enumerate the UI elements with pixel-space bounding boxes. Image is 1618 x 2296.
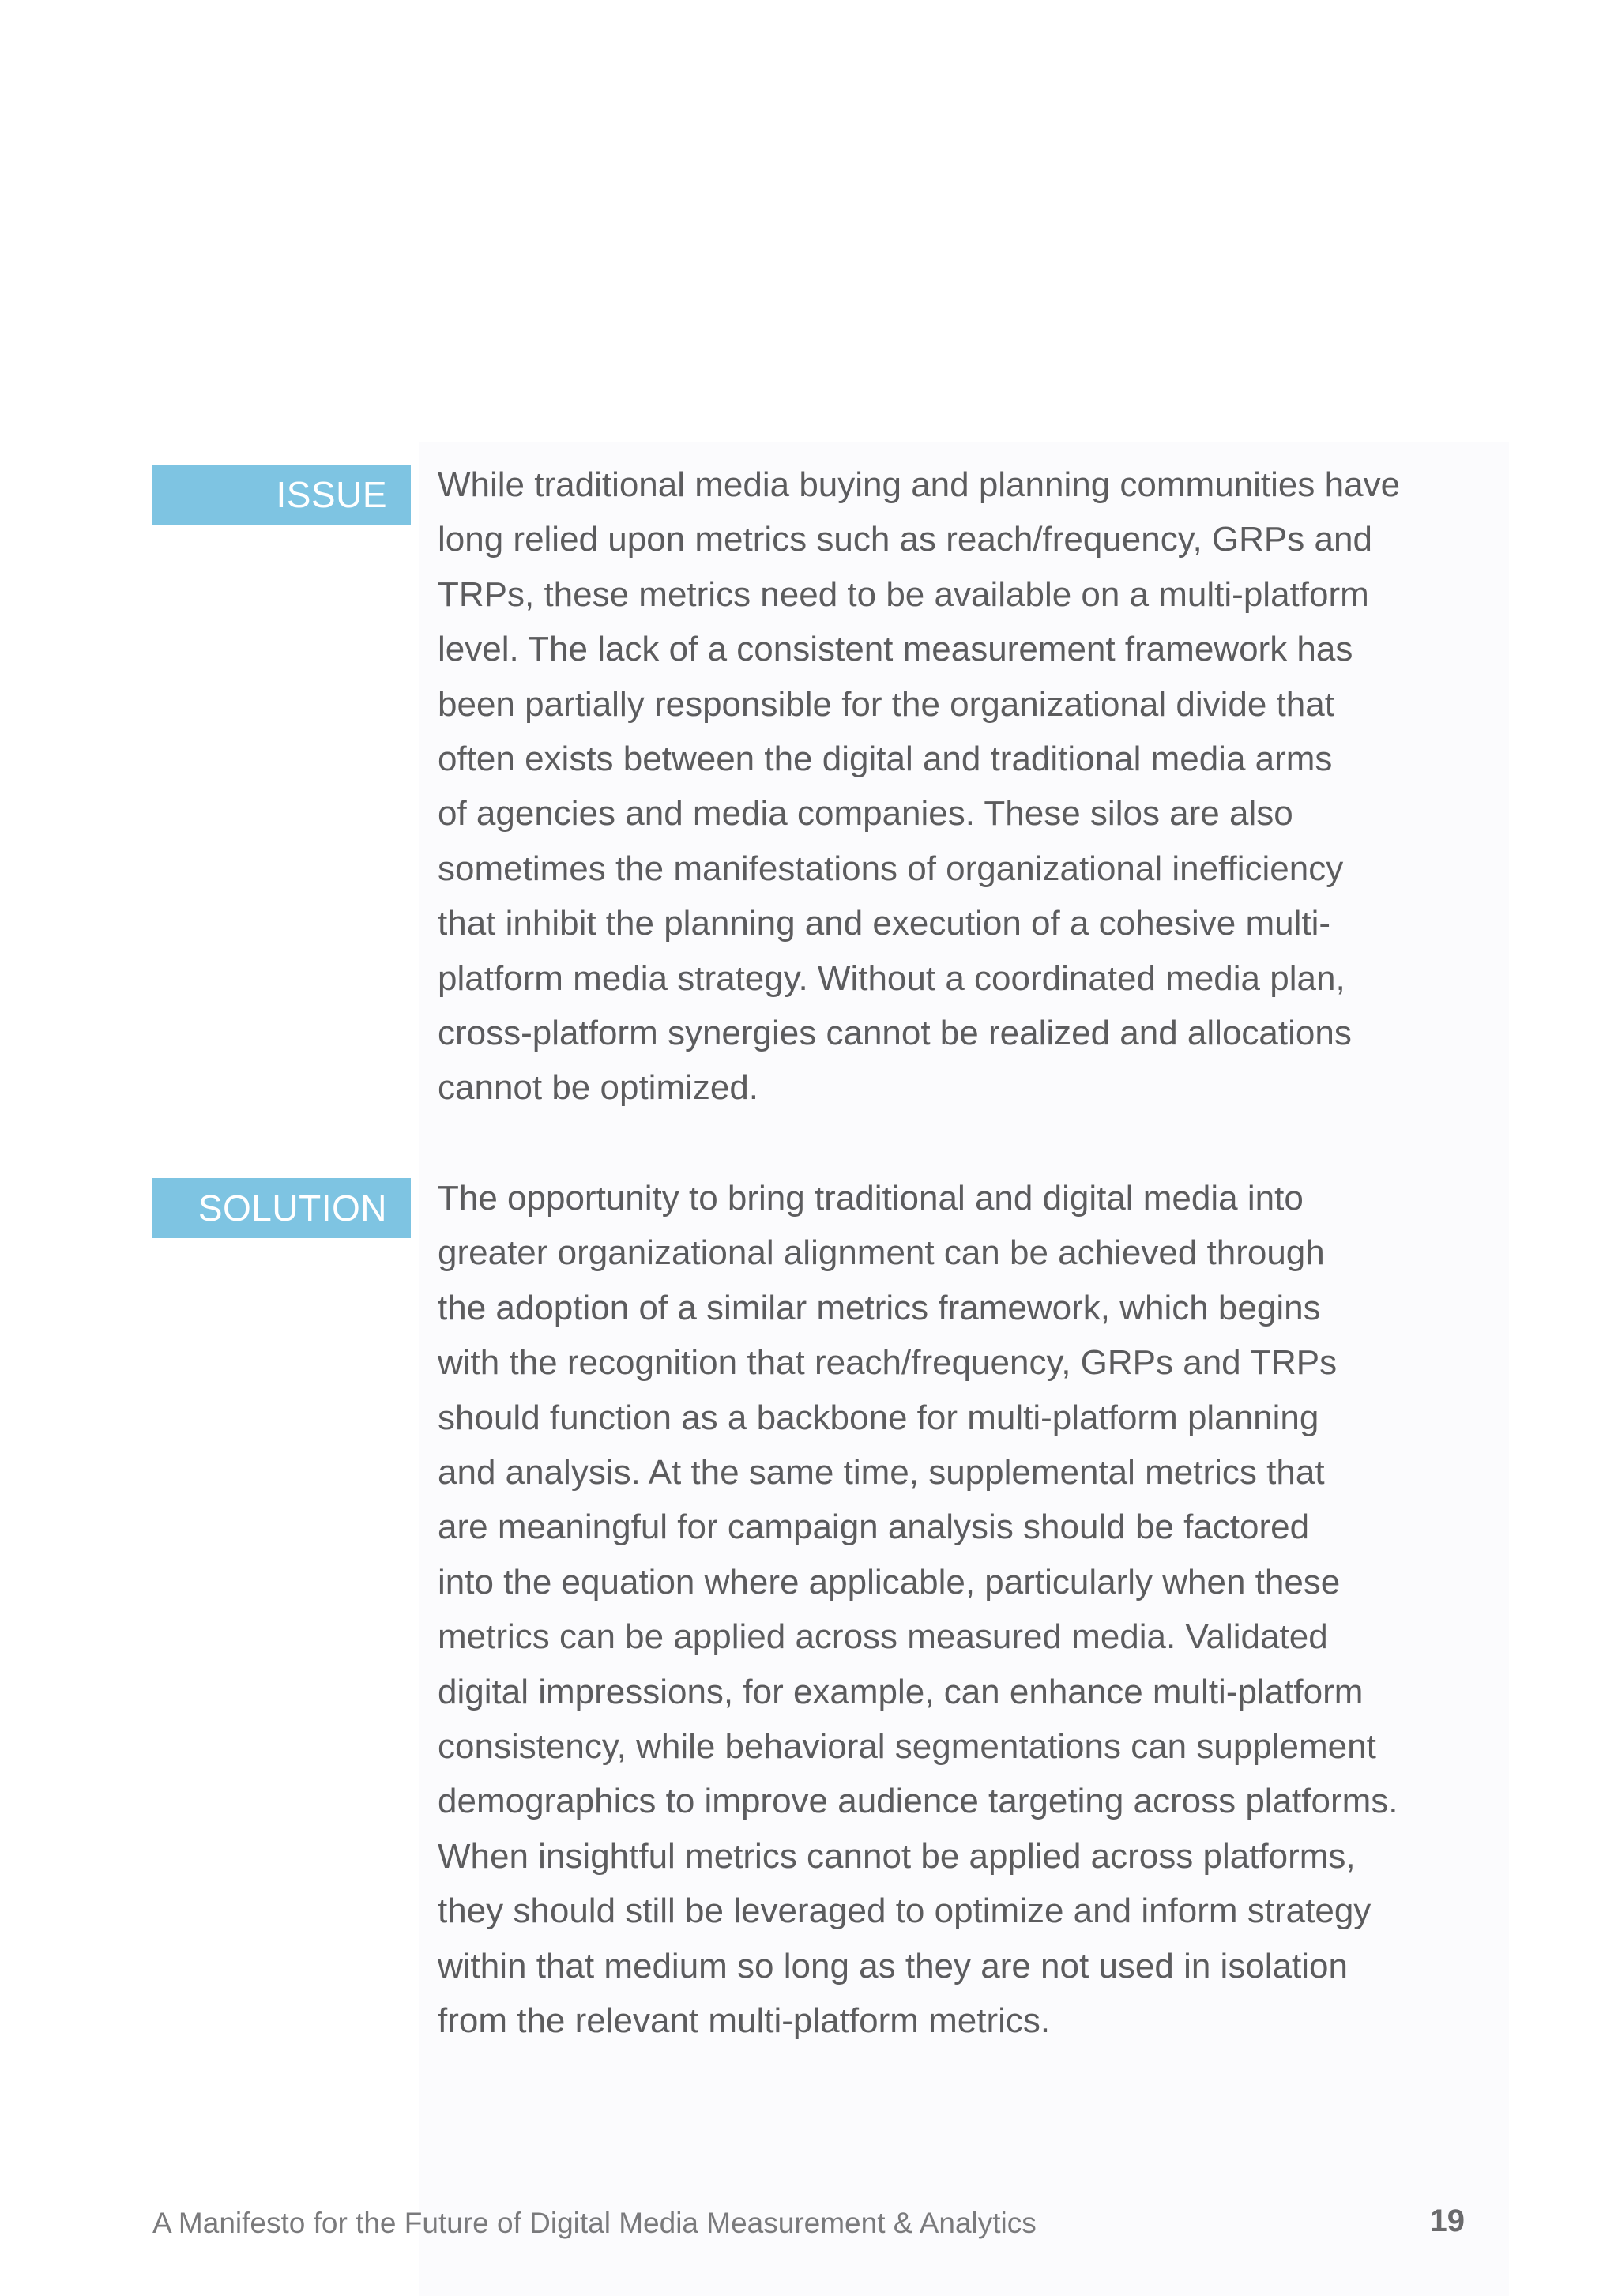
page-number: 19 [1429, 2204, 1465, 2238]
paragraph-line: are meaningful for campaign analysis should be factored [438, 1507, 1310, 1547]
paragraph-line: within that medium so long as they are not used in isolation [438, 1946, 1348, 1985]
paragraph-line: of agencies and media companies. These silos are also [438, 794, 1293, 834]
paragraph-line: from the relevant multi-platform metrics. [438, 2001, 1051, 2041]
paragraph-line: digital impressions, for example, can enhance multi-platform [438, 1672, 1364, 1711]
footer-title: A Manifesto for the Future of Digital Media Measurement & Analytics [152, 2207, 1037, 2239]
paragraph-line: cross-platform synergies cannot be realized and allocations [438, 1014, 1352, 1053]
paragraph-line: consistency, while behavioral segmentations can supplement [438, 1727, 1376, 1767]
paragraph-line: When insightful metrics cannot be applied across platforms, [438, 1836, 1356, 1876]
paragraph-line: they should still be leveraged to optimize and inform strategy [438, 1891, 1372, 1931]
paragraph-line: TRPs, these metrics need to be available on a multi-platform [438, 574, 1369, 614]
paragraph-line: long relied upon metrics such as reach/frequency, GRPs and [438, 520, 1372, 559]
paragraph-line: sometimes the manifestations of organizational inefficiency [438, 849, 1344, 888]
paragraph-line: with the recognition that reach/frequency, GRPs and TRPs [438, 1343, 1338, 1383]
paragraph-line: While traditional media buying and planning communities have [438, 465, 1401, 504]
paragraph-line: and analysis. At the same time, supplemental metrics that [438, 1453, 1325, 1492]
issue-label: ISSUE [152, 465, 411, 525]
paragraph-line: level. The lack of a consistent measurement framework has [438, 630, 1353, 669]
paragraph-line: The opportunity to bring traditional and digital media into [438, 1179, 1304, 1218]
issue-paragraph [438, 457, 1512, 1116]
solution-label: SOLUTION [152, 1178, 411, 1238]
paragraph-line: often exists between the digital and traditional media arms [438, 740, 1333, 779]
paragraph-line: the adoption of a similar metrics framework, which begins [438, 1288, 1321, 1327]
paragraph-line: greater organizational alignment can be achieved through [438, 1233, 1325, 1273]
paragraph-line: been partially responsible for the organizational divide that [438, 684, 1334, 724]
paragraph-line: metrics can be applied across measured media. Validated [438, 1617, 1328, 1657]
paragraph-line: demographics to improve audience targeting across platforms. [438, 1782, 1398, 1821]
paragraph-line: that inhibit the planning and execution of a cohesive multi- [438, 904, 1331, 943]
paragraph-line: platform media strategy. Without a coordinated media plan, [438, 958, 1345, 998]
paragraph-line: should function as a backbone for multi-platform planning [438, 1398, 1319, 1437]
paragraph-line: cannot be optimized. [438, 1068, 759, 1108]
paragraph-line: into the equation where applicable, particularly when these [438, 1562, 1341, 1602]
solution-paragraph [438, 1171, 1512, 2049]
